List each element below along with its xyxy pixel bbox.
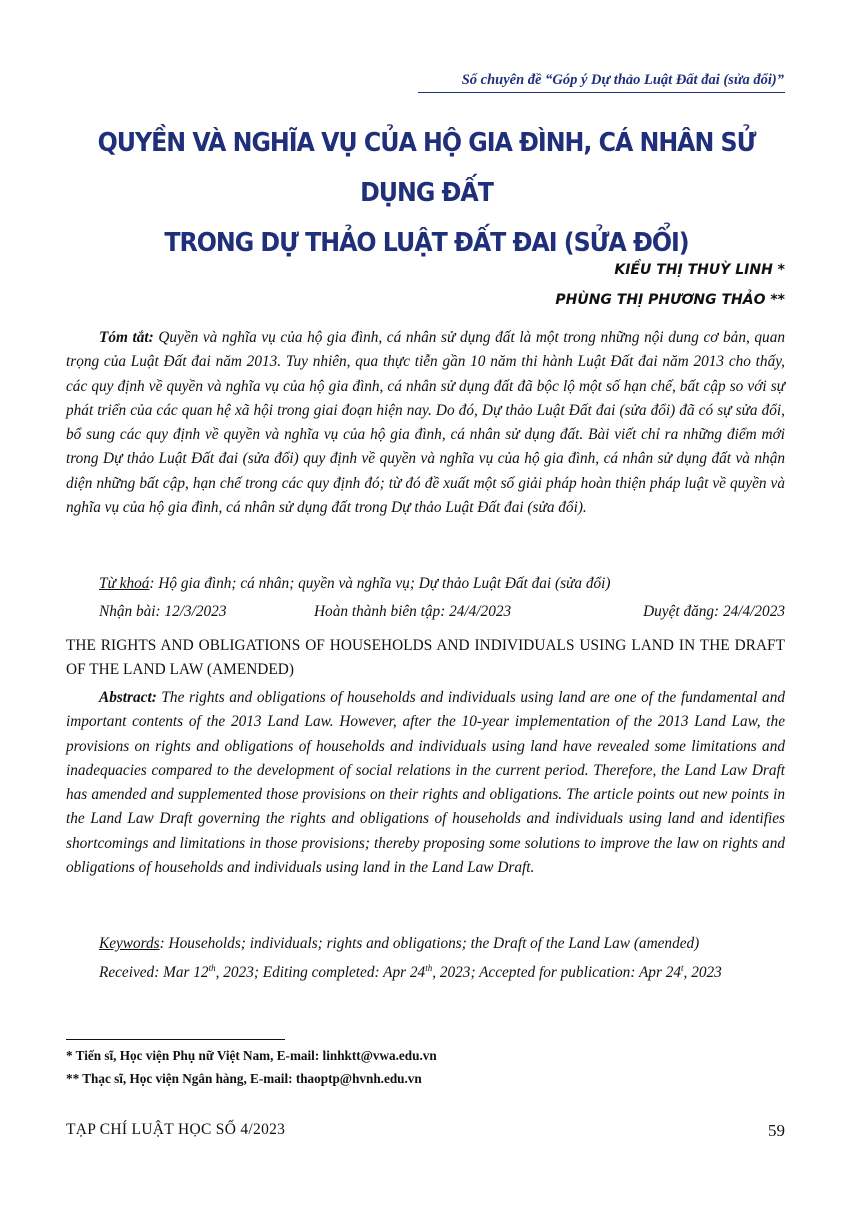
header-rule	[418, 92, 785, 93]
vi-received-date: Nhận bài: 12/3/2023	[99, 603, 227, 620]
series-header: Số chuyên đề “Góp ý Dự thảo Luật Đất đai (sửa đổi)”	[461, 72, 784, 88]
en-received-sup: th	[208, 962, 216, 973]
author-1: KIỀU THỊ THUỲ LINH *	[614, 262, 785, 278]
vietnamese-keywords	[99, 575, 611, 593]
vi-keywords-text: : Hộ gia đình; cá nhân; quyền và nghĩa vụ; Dự thảo Luật Đất đai (sửa đổi)	[149, 575, 611, 592]
footnote-1: * Tiến sĩ, Học viện Phụ nữ Việt Nam, E-mail: linhktt@vwa.edu.vn	[66, 1048, 437, 1063]
en-accepted-sup: t	[681, 962, 684, 973]
en-keywords-text: : Households; individuals; rights and obligations; the Draft of the Land Law (amended)	[159, 935, 700, 952]
vietnamese-abstract	[66, 326, 785, 520]
en-dates-tail: , 2023	[683, 964, 722, 981]
en-keywords-label: Keywords	[99, 935, 160, 952]
vi-keywords-label: Từ khoá	[99, 575, 150, 592]
english-dates	[99, 964, 722, 982]
page-number: 59	[768, 1121, 785, 1140]
en-abstract-label: Abstract:	[99, 689, 157, 706]
title-line-1: QUYỀN VÀ NGHĨA VỤ CỦA HỘ GIA ĐÌNH, CÁ NHÂN SỬ DỤNG ĐẤT	[97, 128, 756, 208]
article-title	[67, 118, 786, 268]
en-accepted-date: , 2023; Accepted for publication: Apr 24	[432, 964, 682, 981]
en-abstract-text: The rights and obligations of households and individuals using land are one of the fundamental and important contents of the 2013 Land Law. However, after the 10-year implementation of the 2013 Land Law, the provisions on rights and obligations of households and individuals using land have revealed some limitations and inadequacies compared to the development of social relations in the current period. Therefore, the Land Law Draft has amended and supplemented those provisions on their rights and obligations. The article points out new points in the Land Law Draft governing the rights and obligations of households and individuals using land and identifies shortcomings and limitations in those provisions; thereby proposing some solutions to improve the law on rights and obligations of households and individuals using land in the Land Law Draft.	[66, 689, 785, 877]
vi-abstract-text: Quyền và nghĩa vụ của hộ gia đình, cá nhân sử dụng đất là một trong những nội dung cơ bản, quan trọng của Luật Đất đai năm 2013. Tuy nhiên, qua thực tiễn gần 10 năm thi hành Luật Đất đai năm 2013 cho thấy, các quy định về quyền và nghĩa vụ của hộ gia đình, cá nhân sử dụng đất đã bộc lộ một số hạn chế, bất cập so với sự phát triển của các quan hệ xã hội trong giai đoạn hiện nay. Do đó, Dự thảo Luật Đất đai (sửa đổi) đã có sự sửa đổi, bổ sung các quy định về quyền và nghĩa vụ của hộ gia đình, cá nhân sử dụng đất. Bài viết chỉ ra những điểm mới trong Dự thảo Luật Đất đai (sửa đổi) quy định về quyền và nghĩa vụ của hộ gia đình, cá nhân sử dụng đất và nhận diện những bất cập, hạn chế trong các quy định đó; từ đó đề xuất một số giải pháp hoàn thiện pháp luật về quyền và nghĩa vụ của hộ gia đình, cá nhân sử dụng đất trong Dự thảo Luật Đất đai (sửa đổi).	[66, 329, 785, 517]
author-2: PHÙNG THỊ PHƯƠNG THẢO **	[555, 292, 785, 308]
vi-edited-date: Hoàn thành biên tập: 24/4/2023	[314, 603, 512, 620]
en-received-date: Received: Mar 12	[99, 964, 209, 981]
english-abstract	[66, 686, 785, 880]
journal-name: TẠP CHÍ LUẬT HỌC SỐ 4/2023	[66, 1121, 286, 1138]
en-edited-date: , 2023; Editing completed: Apr 24	[215, 964, 426, 981]
footnote-2: ** Thạc sĩ, Học viện Ngân hàng, E-mail: thaoptp@hvnh.edu.vn	[66, 1071, 422, 1086]
footnote-rule	[66, 1039, 285, 1040]
vi-abstract-label: Tóm tắt:	[99, 329, 154, 346]
en-edited-sup: th	[425, 962, 433, 973]
english-keywords	[99, 935, 699, 953]
english-title: THE RIGHTS AND OBLIGATIONS OF HOUSEHOLDS AND INDIVIDUALS USING LAND IN THE DRAFT OF THE LAND LAW (AMENDED)	[66, 637, 785, 679]
title-line-2: TRONG DỰ THẢO LUẬT ĐẤT ĐAI (SỬA ĐỔI)	[164, 228, 689, 258]
vi-accepted-date: Duyệt đăng: 24/4/2023	[643, 603, 785, 620]
